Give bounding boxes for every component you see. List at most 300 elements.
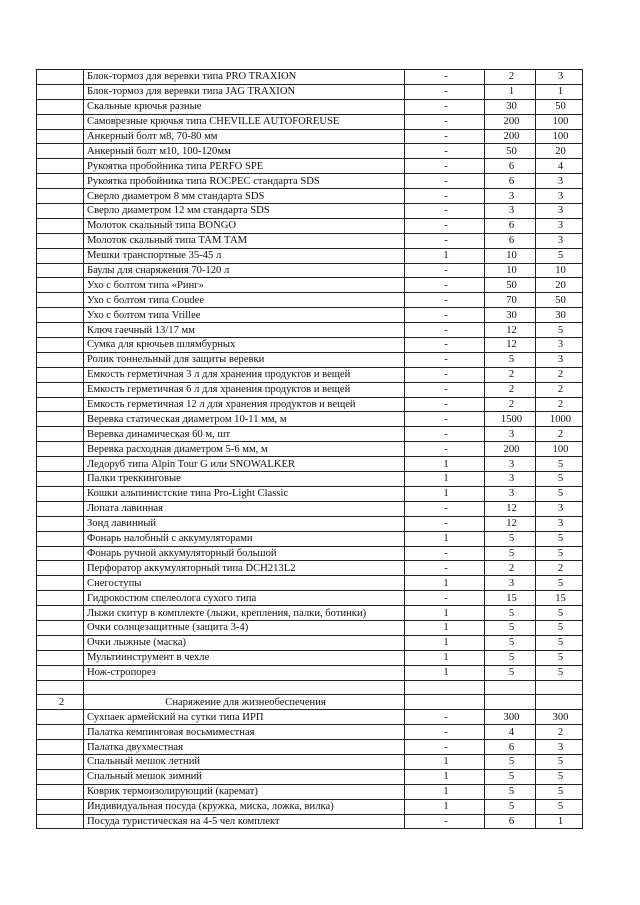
table-row [37, 352, 583, 367]
row-number-cell [37, 650, 84, 665]
quantity-cell-c: 3 [536, 204, 583, 219]
quantity-cell-a: - [405, 546, 485, 561]
section-title: Снаряжение для жизнеобеспечения [84, 695, 405, 710]
row-number-cell [37, 397, 84, 412]
quantity-cell-b: 2 [485, 397, 536, 412]
quantity-cell-a: 1 [405, 486, 485, 501]
quantity-cell-c: 5 [536, 650, 583, 665]
table-row [37, 606, 583, 621]
item-name-cell: Рукоятка пробойника типа ROCPEC стандарта SDS [84, 174, 405, 189]
quantity-cell-b: 5 [485, 799, 536, 814]
quantity-cell-c: 5 [536, 769, 583, 784]
row-number-cell [37, 754, 84, 769]
quantity-cell-b: 5 [485, 546, 536, 561]
table-row [37, 769, 583, 784]
table-row [37, 159, 583, 174]
table-row [37, 754, 583, 769]
quantity-cell-b: 2 [485, 382, 536, 397]
item-name-cell: Ухо с болтом типа Coudee [84, 293, 405, 308]
quantity-cell-c: 2 [536, 725, 583, 740]
quantity-cell-c: 3 [536, 189, 583, 204]
quantity-cell-b: 2 [485, 561, 536, 576]
quantity-cell-c: 3 [536, 352, 583, 367]
quantity-cell-a: - [405, 442, 485, 457]
quantity-cell-a: - [405, 412, 485, 427]
item-name-cell: Емкость герметичная 12 л для хранения продуктов и вещей [84, 397, 405, 412]
quantity-cell-c: 300 [536, 710, 583, 725]
item-name-cell: Спальный мешок зимний [84, 769, 405, 784]
table-row [37, 382, 583, 397]
quantity-cell-b: 12 [485, 338, 536, 353]
table-row [37, 114, 583, 129]
quantity-cell-b: 5 [485, 635, 536, 650]
quantity-cell-a: 1 [405, 576, 485, 591]
item-name-cell: Ролик тоннельный для защиты веревки [84, 352, 405, 367]
table-row [37, 710, 583, 725]
quantity-cell-c: 3 [536, 501, 583, 516]
row-number-cell [37, 486, 84, 501]
quantity-cell-b: 3 [485, 427, 536, 442]
table-row [37, 501, 583, 516]
quantity-cell-c: 50 [536, 293, 583, 308]
table-row [37, 84, 583, 99]
item-name-cell: Спальный мешок летний [84, 754, 405, 769]
quantity-cell-c: 5 [536, 248, 583, 263]
quantity-cell-b: 3 [485, 189, 536, 204]
item-name-cell: Посуда туристическая на 4-5 чел комплект [84, 814, 405, 829]
quantity-cell-a: - [405, 293, 485, 308]
quantity-cell-c: 5 [536, 799, 583, 814]
equipment-table [36, 69, 583, 829]
row-number-cell [37, 740, 84, 755]
table-row [37, 516, 583, 531]
quantity-cell-a: - [405, 70, 485, 85]
quantity-cell-a: 1 [405, 457, 485, 472]
item-name-cell: Палатка кемпинговая восьмиместная [84, 725, 405, 740]
quantity-cell-b: 2 [485, 70, 536, 85]
item-name-cell: Индивидуальная посуда (кружка, миска, ложка, вилка) [84, 799, 405, 814]
item-name-cell: Ухо с болтом типа «Ринг» [84, 278, 405, 293]
quantity-cell-c: 5 [536, 486, 583, 501]
item-name-cell: Мешки транспортные 35-45 л [84, 248, 405, 263]
quantity-cell-b: 3 [485, 457, 536, 472]
item-name-cell: Лопата лавинная [84, 501, 405, 516]
quantity-cell-c: 1 [536, 84, 583, 99]
item-name-cell: Анкерный болт м10, 100-120мм [84, 144, 405, 159]
quantity-cell-a: - [405, 218, 485, 233]
quantity-cell-b: 6 [485, 233, 536, 248]
section-number: 2 [37, 695, 84, 710]
row-number-cell [37, 248, 84, 263]
row-number-cell [37, 635, 84, 650]
quantity-cell-c: 2 [536, 397, 583, 412]
item-name-cell: Коврик термоизолирующий (каремат) [84, 784, 405, 799]
row-number-cell [37, 561, 84, 576]
table-row [37, 293, 583, 308]
quantity-cell-a: - [405, 114, 485, 129]
item-name-cell: Снегоступы [84, 576, 405, 591]
item-name-cell: Сверло диаметром 12 мм стандарта SDS [84, 204, 405, 219]
quantity-cell-b: 15 [485, 591, 536, 606]
table-row [37, 70, 583, 85]
quantity-cell-a: - [405, 99, 485, 114]
blank-cell [405, 680, 485, 695]
row-number-cell [37, 382, 84, 397]
quantity-cell-c: 1 [536, 814, 583, 829]
quantity-cell-b: 5 [485, 754, 536, 769]
item-name-cell: Сверло диаметром 8 мм стандарта SDS [84, 189, 405, 204]
table-row [37, 457, 583, 472]
quantity-cell-c: 3 [536, 740, 583, 755]
quantity-cell-c: 100 [536, 114, 583, 129]
equipment-table-body [37, 70, 583, 829]
quantity-cell-b: 6 [485, 814, 536, 829]
quantity-cell-b: 3 [485, 486, 536, 501]
quantity-cell-a: - [405, 308, 485, 323]
quantity-cell-c: 3 [536, 218, 583, 233]
table-row [37, 218, 583, 233]
quantity-cell-a: - [405, 725, 485, 740]
quantity-cell-a: - [405, 367, 485, 382]
item-name-cell: Сухпаек армейский на сутки типа ИРП [84, 710, 405, 725]
blank-cell [536, 680, 583, 695]
table-row [37, 144, 583, 159]
quantity-cell-a: - [405, 338, 485, 353]
quantity-cell-b: 10 [485, 248, 536, 263]
table-row [37, 367, 583, 382]
row-number-cell [37, 531, 84, 546]
table-row [37, 740, 583, 755]
blank-row [37, 680, 583, 695]
quantity-cell-b: 5 [485, 769, 536, 784]
quantity-cell-b: 6 [485, 174, 536, 189]
row-number-cell [37, 338, 84, 353]
item-name-cell: Зонд лавинный [84, 516, 405, 531]
item-name-cell: Емкость герметичная 3 л для хранения продуктов и вещей [84, 367, 405, 382]
quantity-cell-b: 5 [485, 531, 536, 546]
quantity-cell-a: - [405, 159, 485, 174]
quantity-cell-a: - [405, 144, 485, 159]
row-number-cell [37, 204, 84, 219]
equipment-table-page [36, 69, 583, 829]
blank-cell [485, 680, 536, 695]
row-number-cell [37, 516, 84, 531]
quantity-cell-b: 300 [485, 710, 536, 725]
quantity-cell-a: - [405, 84, 485, 99]
table-row [37, 397, 583, 412]
row-number-cell [37, 710, 84, 725]
quantity-cell-c: 5 [536, 620, 583, 635]
quantity-cell-b: 30 [485, 308, 536, 323]
quantity-cell-c: 5 [536, 754, 583, 769]
row-number-cell [37, 278, 84, 293]
quantity-cell-b: 2 [485, 367, 536, 382]
quantity-cell-c: 5 [536, 546, 583, 561]
table-row [37, 412, 583, 427]
quantity-cell-b: 6 [485, 159, 536, 174]
quantity-cell-a: - [405, 323, 485, 338]
quantity-cell-a: - [405, 397, 485, 412]
quantity-cell-c: 100 [536, 129, 583, 144]
item-name-cell: Нож-стропорез [84, 665, 405, 680]
quantity-cell-b: 6 [485, 218, 536, 233]
table-row [37, 427, 583, 442]
quantity-cell-c: 15 [536, 591, 583, 606]
quantity-cell-a: - [405, 516, 485, 531]
table-row [37, 620, 583, 635]
row-number-cell [37, 546, 84, 561]
item-name-cell: Фонарь налобный с аккумуляторами [84, 531, 405, 546]
row-number-cell [37, 472, 84, 487]
row-number-cell [37, 591, 84, 606]
item-name-cell: Рукоятка пробойника типа PERFO SPE [84, 159, 405, 174]
item-name-cell: Мультиинструмент в чехле [84, 650, 405, 665]
quantity-cell-c: 3 [536, 516, 583, 531]
table-row [37, 635, 583, 650]
row-number-cell [37, 323, 84, 338]
quantity-cell-a: - [405, 561, 485, 576]
item-name-cell: Лыжи скитур в комплекте (лыжи, крепления, палки, ботинки) [84, 606, 405, 621]
row-number-cell [37, 367, 84, 382]
item-name-cell: Фонарь ручной аккумуляторный большой [84, 546, 405, 561]
quantity-cell-a: - [405, 382, 485, 397]
quantity-cell-a: - [405, 278, 485, 293]
table-row [37, 472, 583, 487]
quantity-cell-a: 1 [405, 635, 485, 650]
quantity-cell-a: - [405, 263, 485, 278]
table-row [37, 576, 583, 591]
row-number-cell [37, 442, 84, 457]
row-number-cell [37, 174, 84, 189]
row-number-cell [37, 665, 84, 680]
item-name-cell: Гидрокостюм спелеолога сухого типа [84, 591, 405, 606]
item-name-cell: Блок-тормоз для веревки типа JAG TRAXION [84, 84, 405, 99]
quantity-cell-c: 2 [536, 427, 583, 442]
table-row [37, 591, 583, 606]
table-row [37, 665, 583, 680]
row-number-cell [37, 576, 84, 591]
table-row [37, 650, 583, 665]
table-row [37, 99, 583, 114]
quantity-cell-c: 100 [536, 442, 583, 457]
table-row [37, 278, 583, 293]
quantity-cell-c: 5 [536, 606, 583, 621]
table-row [37, 129, 583, 144]
item-name-cell: Скальные крючья разные [84, 99, 405, 114]
row-number-cell [37, 308, 84, 323]
row-number-cell [37, 352, 84, 367]
item-name-cell: Емкость герметичная 6 л для хранения продуктов и вещей [84, 382, 405, 397]
item-name-cell: Ухо с болтом типа Vrillee [84, 308, 405, 323]
quantity-cell-b: 4 [485, 725, 536, 740]
quantity-cell-c: 5 [536, 576, 583, 591]
row-number-cell [37, 606, 84, 621]
item-name-cell: Ледоруб типа Alpin Tour G или SNOWALKER [84, 457, 405, 472]
table-row [37, 546, 583, 561]
quantity-cell-b: 1500 [485, 412, 536, 427]
quantity-cell-a: - [405, 233, 485, 248]
table-row [37, 233, 583, 248]
section-cell-b [485, 695, 536, 710]
quantity-cell-b: 10 [485, 263, 536, 278]
quantity-cell-c: 5 [536, 665, 583, 680]
item-name-cell: Молоток скальный типа ТАМ ТАМ [84, 233, 405, 248]
row-number-cell [37, 99, 84, 114]
row-number-cell [37, 412, 84, 427]
quantity-cell-b: 3 [485, 576, 536, 591]
quantity-cell-b: 200 [485, 129, 536, 144]
quantity-cell-b: 200 [485, 442, 536, 457]
quantity-cell-a: 1 [405, 769, 485, 784]
item-name-cell: Самоврезные крючья типа CHEVILLE AUTOFOREUSE [84, 114, 405, 129]
quantity-cell-a: - [405, 352, 485, 367]
quantity-cell-c: 4 [536, 159, 583, 174]
quantity-cell-a: - [405, 129, 485, 144]
quantity-cell-b: 70 [485, 293, 536, 308]
row-number-cell [37, 725, 84, 740]
quantity-cell-b: 5 [485, 665, 536, 680]
item-name-cell: Веревка расходная диаметром 5-6 мм, м [84, 442, 405, 457]
quantity-cell-a: 1 [405, 799, 485, 814]
quantity-cell-b: 200 [485, 114, 536, 129]
quantity-cell-c: 3 [536, 70, 583, 85]
item-name-cell: Молоток скальный типа BONGO [84, 218, 405, 233]
quantity-cell-c: 50 [536, 99, 583, 114]
table-row [37, 784, 583, 799]
quantity-cell-b: 50 [485, 278, 536, 293]
quantity-cell-b: 12 [485, 323, 536, 338]
quantity-cell-c: 5 [536, 531, 583, 546]
quantity-cell-a: - [405, 814, 485, 829]
quantity-cell-b: 5 [485, 352, 536, 367]
blank-cell [37, 680, 84, 695]
row-number-cell [37, 159, 84, 174]
row-number-cell [37, 144, 84, 159]
table-row [37, 174, 583, 189]
table-row [37, 308, 583, 323]
item-name-cell: Кошки альпинистские типа Pro-Light Classic [84, 486, 405, 501]
quantity-cell-c: 30 [536, 308, 583, 323]
quantity-cell-a: - [405, 710, 485, 725]
quantity-cell-b: 30 [485, 99, 536, 114]
section-cell-a [405, 695, 485, 710]
quantity-cell-c: 10 [536, 263, 583, 278]
quantity-cell-a: 1 [405, 620, 485, 635]
row-number-cell [37, 129, 84, 144]
quantity-cell-a: - [405, 591, 485, 606]
quantity-cell-b: 50 [485, 144, 536, 159]
quantity-cell-c: 20 [536, 144, 583, 159]
row-number-cell [37, 620, 84, 635]
quantity-cell-c: 20 [536, 278, 583, 293]
quantity-cell-a: - [405, 501, 485, 516]
blank-cell [84, 680, 405, 695]
quantity-cell-c: 2 [536, 561, 583, 576]
table-row [37, 531, 583, 546]
row-number-cell [37, 769, 84, 784]
quantity-cell-b: 12 [485, 501, 536, 516]
table-row [37, 561, 583, 576]
table-row [37, 814, 583, 829]
quantity-cell-b: 5 [485, 784, 536, 799]
quantity-cell-c: 3 [536, 233, 583, 248]
quantity-cell-c: 3 [536, 174, 583, 189]
quantity-cell-b: 5 [485, 620, 536, 635]
quantity-cell-a: 1 [405, 754, 485, 769]
item-name-cell: Перфоратор аккумуляторный типа DCH213L2 [84, 561, 405, 576]
quantity-cell-a: 1 [405, 472, 485, 487]
quantity-cell-b: 5 [485, 606, 536, 621]
quantity-cell-c: 5 [536, 457, 583, 472]
quantity-cell-a: 1 [405, 665, 485, 680]
quantity-cell-a: 1 [405, 650, 485, 665]
table-row [37, 248, 583, 263]
table-row [37, 442, 583, 457]
quantity-cell-a: 1 [405, 531, 485, 546]
row-number-cell [37, 814, 84, 829]
item-name-cell: Очки лыжные (маска) [84, 635, 405, 650]
row-number-cell [37, 218, 84, 233]
row-number-cell [37, 189, 84, 204]
quantity-cell-c: 3 [536, 338, 583, 353]
row-number-cell [37, 233, 84, 248]
quantity-cell-b: 12 [485, 516, 536, 531]
item-name-cell: Сумка для крючьев шлямбурных [84, 338, 405, 353]
quantity-cell-b: 6 [485, 740, 536, 755]
item-name-cell: Палки треккинговые [84, 472, 405, 487]
item-name-cell: Палатка двухместная [84, 740, 405, 755]
quantity-cell-a: 1 [405, 784, 485, 799]
quantity-cell-c: 5 [536, 472, 583, 487]
section-cell-c [536, 695, 583, 710]
row-number-cell [37, 84, 84, 99]
table-row [37, 323, 583, 338]
row-number-cell [37, 293, 84, 308]
row-number-cell [37, 784, 84, 799]
quantity-cell-b: 3 [485, 204, 536, 219]
quantity-cell-a: - [405, 740, 485, 755]
quantity-cell-a: - [405, 174, 485, 189]
row-number-cell [37, 457, 84, 472]
table-row [37, 338, 583, 353]
quantity-cell-a: 1 [405, 606, 485, 621]
quantity-cell-b: 3 [485, 472, 536, 487]
item-name-cell: Веревка динамическая 60 м, шт [84, 427, 405, 442]
quantity-cell-c: 2 [536, 382, 583, 397]
table-row [37, 725, 583, 740]
quantity-cell-a: - [405, 204, 485, 219]
quantity-cell-c: 1000 [536, 412, 583, 427]
row-number-cell [37, 501, 84, 516]
item-name-cell: Баулы для снаряжения 70-120 л [84, 263, 405, 278]
item-name-cell: Блок-тормоз для веревки типа PRO TRAXION [84, 70, 405, 85]
section-heading-row [37, 695, 583, 710]
table-row [37, 799, 583, 814]
item-name-cell: Очки солнцезащитные (защита 3-4) [84, 620, 405, 635]
row-number-cell [37, 114, 84, 129]
quantity-cell-c: 5 [536, 323, 583, 338]
row-number-cell [37, 427, 84, 442]
quantity-cell-a: 1 [405, 248, 485, 263]
quantity-cell-c: 5 [536, 635, 583, 650]
quantity-cell-b: 5 [485, 650, 536, 665]
row-number-cell [37, 263, 84, 278]
row-number-cell [37, 70, 84, 85]
table-row [37, 486, 583, 501]
quantity-cell-c: 2 [536, 367, 583, 382]
quantity-cell-a: - [405, 427, 485, 442]
quantity-cell-c: 5 [536, 784, 583, 799]
